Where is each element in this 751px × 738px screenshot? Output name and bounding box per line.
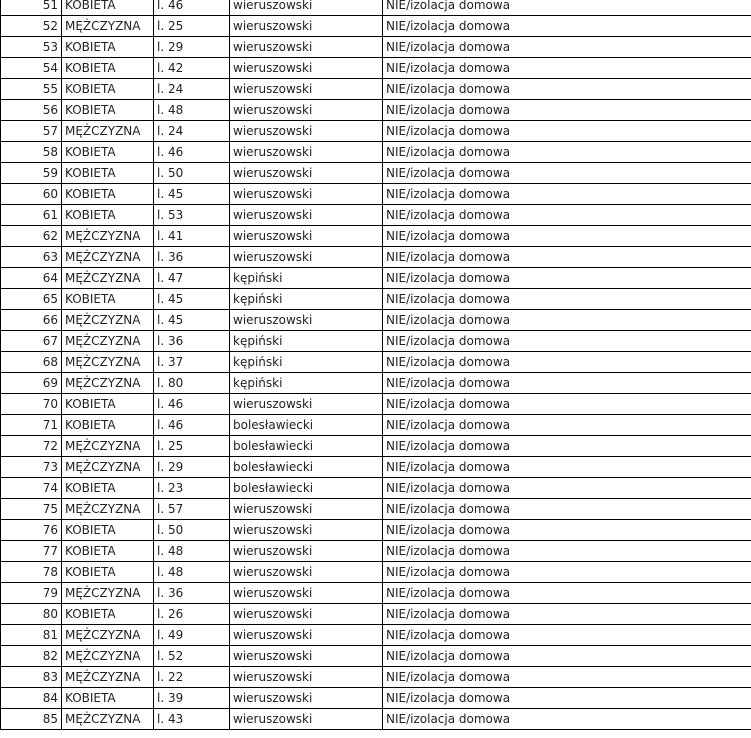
sex-cell: KOBIETA [62, 79, 154, 100]
county-cell: wieruszowski [230, 625, 383, 646]
table-row [1, 373, 751, 394]
case-number-cell: 77 [1, 541, 62, 562]
sex-cell: KOBIETA [62, 562, 154, 583]
sex-cell: KOBIETA [62, 58, 154, 79]
age-cell: l. 39 [154, 688, 230, 709]
hospitalization-status-cell: NIE/izolacja domowa [383, 121, 751, 142]
county-cell: wieruszowski [230, 667, 383, 688]
sex-cell: KOBIETA [62, 37, 154, 58]
hospitalization-status-cell: NIE/izolacja domowa [383, 268, 751, 289]
case-number-cell: 61 [1, 205, 62, 226]
case-number-cell: 56 [1, 100, 62, 121]
county-cell: wieruszowski [230, 709, 383, 730]
hospitalization-status-cell: NIE/izolacja domowa [383, 667, 751, 688]
age-cell: l. 50 [154, 163, 230, 184]
sex-cell: KOBIETA [62, 205, 154, 226]
table-row [1, 331, 751, 352]
age-cell: l. 25 [154, 16, 230, 37]
case-number-cell: 82 [1, 646, 62, 667]
table-row [1, 583, 751, 604]
sex-cell: KOBIETA [62, 100, 154, 121]
age-cell: l. 36 [154, 331, 230, 352]
table-row [1, 709, 751, 730]
county-cell: wieruszowski [230, 562, 383, 583]
sex-cell: MĘŻCZYZNA [62, 709, 154, 730]
table-row [1, 268, 751, 289]
age-cell: l. 45 [154, 310, 230, 331]
table-row [1, 0, 751, 16]
county-cell: wieruszowski [230, 163, 383, 184]
hospitalization-status-cell: NIE/izolacja domowa [383, 688, 751, 709]
hospitalization-status-cell: NIE/izolacja domowa [383, 100, 751, 121]
hospitalization-status-cell: NIE/izolacja domowa [383, 289, 751, 310]
county-cell: kępiński [230, 352, 383, 373]
sex-cell: MĘŻCZYZNA [62, 310, 154, 331]
table-row [1, 184, 751, 205]
case-number-cell: 85 [1, 709, 62, 730]
case-number-cell: 83 [1, 667, 62, 688]
case-number-cell: 67 [1, 331, 62, 352]
sex-cell: KOBIETA [62, 415, 154, 436]
county-cell: wieruszowski [230, 310, 383, 331]
table-row [1, 142, 751, 163]
hospitalization-status-cell: NIE/izolacja domowa [383, 499, 751, 520]
county-cell: bolesławiecki [230, 478, 383, 499]
county-cell: wieruszowski [230, 646, 383, 667]
age-cell: l. 25 [154, 436, 230, 457]
county-cell: wieruszowski [230, 394, 383, 415]
case-number-cell: 74 [1, 478, 62, 499]
age-cell: l. 80 [154, 373, 230, 394]
table-row [1, 457, 751, 478]
age-cell: l. 22 [154, 667, 230, 688]
table-row [1, 688, 751, 709]
age-cell: l. 29 [154, 37, 230, 58]
county-cell: kępiński [230, 268, 383, 289]
case-number-cell: 57 [1, 121, 62, 142]
table-row [1, 415, 751, 436]
case-number-cell: 54 [1, 58, 62, 79]
sex-cell: MĘŻCZYZNA [62, 121, 154, 142]
sex-cell: MĘŻCZYZNA [62, 646, 154, 667]
table-row [1, 499, 751, 520]
sex-cell: MĘŻCZYZNA [62, 667, 154, 688]
county-cell: bolesławiecki [230, 415, 383, 436]
hospitalization-status-cell: NIE/izolacja domowa [383, 457, 751, 478]
age-cell: l. 29 [154, 457, 230, 478]
hospitalization-status-cell: NIE/izolacja domowa [383, 184, 751, 205]
sex-cell: MĘŻCZYZNA [62, 247, 154, 268]
sex-cell: KOBIETA [62, 394, 154, 415]
age-cell: l. 52 [154, 646, 230, 667]
hospitalization-status-cell: NIE/izolacja domowa [383, 163, 751, 184]
hospitalization-status-cell: NIE/izolacja domowa [383, 583, 751, 604]
sex-cell: KOBIETA [62, 184, 154, 205]
hospitalization-status-cell: NIE/izolacja domowa [383, 394, 751, 415]
table-row [1, 163, 751, 184]
age-cell: l. 46 [154, 0, 230, 16]
case-number-cell: 51 [1, 0, 62, 16]
case-number-cell: 66 [1, 310, 62, 331]
case-number-cell: 59 [1, 163, 62, 184]
case-number-cell: 55 [1, 79, 62, 100]
case-number-cell: 70 [1, 394, 62, 415]
county-cell: wieruszowski [230, 58, 383, 79]
sex-cell: KOBIETA [62, 0, 154, 16]
table-row [1, 121, 751, 142]
case-number-cell: 72 [1, 436, 62, 457]
sex-cell: MĘŻCZYZNA [62, 373, 154, 394]
hospitalization-status-cell: NIE/izolacja domowa [383, 373, 751, 394]
case-number-cell: 53 [1, 37, 62, 58]
age-cell: l. 41 [154, 226, 230, 247]
sex-cell: MĘŻCZYZNA [62, 268, 154, 289]
age-cell: l. 57 [154, 499, 230, 520]
county-cell: wieruszowski [230, 247, 383, 268]
case-number-cell: 64 [1, 268, 62, 289]
case-number-cell: 79 [1, 583, 62, 604]
table-row [1, 541, 751, 562]
age-cell: l. 37 [154, 352, 230, 373]
table-row [1, 436, 751, 457]
sex-cell: MĘŻCZYZNA [62, 226, 154, 247]
hospitalization-status-cell: NIE/izolacja domowa [383, 520, 751, 541]
age-cell: l. 43 [154, 709, 230, 730]
sex-cell: KOBIETA [62, 163, 154, 184]
case-number-cell: 80 [1, 604, 62, 625]
hospitalization-status-cell: NIE/izolacja domowa [383, 142, 751, 163]
hospitalization-status-cell: NIE/izolacja domowa [383, 205, 751, 226]
hospitalization-status-cell: NIE/izolacja domowa [383, 541, 751, 562]
table-row [1, 16, 751, 37]
sex-cell: KOBIETA [62, 289, 154, 310]
case-number-cell: 68 [1, 352, 62, 373]
table-row [1, 604, 751, 625]
table-row [1, 226, 751, 247]
age-cell: l. 46 [154, 415, 230, 436]
county-cell: wieruszowski [230, 79, 383, 100]
table-row [1, 625, 751, 646]
table-row [1, 478, 751, 499]
age-cell: l. 24 [154, 121, 230, 142]
table-row [1, 310, 751, 331]
county-cell: bolesławiecki [230, 436, 383, 457]
age-cell: l. 26 [154, 604, 230, 625]
table-row [1, 289, 751, 310]
county-cell: wieruszowski [230, 37, 383, 58]
table-row [1, 205, 751, 226]
sex-cell: MĘŻCZYZNA [62, 457, 154, 478]
age-cell: l. 50 [154, 520, 230, 541]
hospitalization-status-cell: NIE/izolacja domowa [383, 79, 751, 100]
case-number-cell: 78 [1, 562, 62, 583]
county-cell: wieruszowski [230, 0, 383, 16]
sex-cell: MĘŻCZYZNA [62, 583, 154, 604]
hospitalization-status-cell: NIE/izolacja domowa [383, 604, 751, 625]
age-cell: l. 48 [154, 562, 230, 583]
hospitalization-status-cell: NIE/izolacja domowa [383, 58, 751, 79]
sex-cell: KOBIETA [62, 604, 154, 625]
county-cell: wieruszowski [230, 205, 383, 226]
case-number-cell: 84 [1, 688, 62, 709]
county-cell: wieruszowski [230, 16, 383, 37]
age-cell: l. 46 [154, 142, 230, 163]
age-cell: l. 49 [154, 625, 230, 646]
case-number-cell: 65 [1, 289, 62, 310]
age-cell: l. 45 [154, 184, 230, 205]
county-cell: wieruszowski [230, 583, 383, 604]
county-cell: kępiński [230, 331, 383, 352]
age-cell: l. 53 [154, 205, 230, 226]
county-cell: wieruszowski [230, 520, 383, 541]
case-number-cell: 60 [1, 184, 62, 205]
sex-cell: MĘŻCZYZNA [62, 16, 154, 37]
table-row [1, 247, 751, 268]
age-cell: l. 45 [154, 289, 230, 310]
hospitalization-status-cell: NIE/izolacja domowa [383, 415, 751, 436]
sex-cell: MĘŻCZYZNA [62, 625, 154, 646]
age-cell: l. 36 [154, 583, 230, 604]
age-cell: l. 48 [154, 100, 230, 121]
case-number-cell: 63 [1, 247, 62, 268]
sex-cell: MĘŻCZYZNA [62, 331, 154, 352]
age-cell: l. 24 [154, 79, 230, 100]
table-row [1, 58, 751, 79]
hospitalization-status-cell: NIE/izolacja domowa [383, 646, 751, 667]
sex-cell: KOBIETA [62, 478, 154, 499]
hospitalization-status-cell: NIE/izolacja domowa [383, 331, 751, 352]
case-number-cell: 71 [1, 415, 62, 436]
county-cell: wieruszowski [230, 499, 383, 520]
age-cell: l. 46 [154, 394, 230, 415]
county-cell: wieruszowski [230, 604, 383, 625]
table-row [1, 352, 751, 373]
county-cell: wieruszowski [230, 688, 383, 709]
hospitalization-status-cell: NIE/izolacja domowa [383, 226, 751, 247]
table-row [1, 562, 751, 583]
table-row [1, 37, 751, 58]
table-row [1, 394, 751, 415]
age-cell: l. 48 [154, 541, 230, 562]
table-row [1, 100, 751, 121]
hospitalization-status-cell: NIE/izolacja domowa [383, 247, 751, 268]
county-cell: bolesławiecki [230, 457, 383, 478]
county-cell: wieruszowski [230, 100, 383, 121]
hospitalization-status-cell: NIE/izolacja domowa [383, 562, 751, 583]
hospitalization-status-cell: NIE/izolacja domowa [383, 625, 751, 646]
cases-table-body [1, 0, 751, 730]
hospitalization-status-cell: NIE/izolacja domowa [383, 16, 751, 37]
hospitalization-status-cell: NIE/izolacja domowa [383, 0, 751, 16]
hospitalization-status-cell: NIE/izolacja domowa [383, 352, 751, 373]
table-row [1, 79, 751, 100]
sex-cell: KOBIETA [62, 541, 154, 562]
table-row [1, 520, 751, 541]
hospitalization-status-cell: NIE/izolacja domowa [383, 436, 751, 457]
hospitalization-status-cell: NIE/izolacja domowa [383, 709, 751, 730]
table-row [1, 667, 751, 688]
case-number-cell: 69 [1, 373, 62, 394]
county-cell: wieruszowski [230, 121, 383, 142]
county-cell: wieruszowski [230, 226, 383, 247]
sex-cell: KOBIETA [62, 520, 154, 541]
hospitalization-status-cell: NIE/izolacja domowa [383, 37, 751, 58]
sex-cell: MĘŻCZYZNA [62, 499, 154, 520]
county-cell: wieruszowski [230, 541, 383, 562]
age-cell: l. 36 [154, 247, 230, 268]
hospitalization-status-cell: NIE/izolacja domowa [383, 310, 751, 331]
age-cell: l. 23 [154, 478, 230, 499]
case-number-cell: 58 [1, 142, 62, 163]
case-number-cell: 73 [1, 457, 62, 478]
case-number-cell: 81 [1, 625, 62, 646]
sex-cell: MĘŻCZYZNA [62, 352, 154, 373]
sex-cell: KOBIETA [62, 688, 154, 709]
hospitalization-status-cell: NIE/izolacja domowa [383, 478, 751, 499]
sex-cell: KOBIETA [62, 142, 154, 163]
case-number-cell: 76 [1, 520, 62, 541]
case-number-cell: 75 [1, 499, 62, 520]
county-cell: wieruszowski [230, 184, 383, 205]
case-number-cell: 52 [1, 16, 62, 37]
county-cell: kępiński [230, 289, 383, 310]
age-cell: l. 47 [154, 268, 230, 289]
county-cell: wieruszowski [230, 142, 383, 163]
table-row [1, 646, 751, 667]
county-cell: kępiński [230, 373, 383, 394]
age-cell: l. 42 [154, 58, 230, 79]
case-number-cell: 62 [1, 226, 62, 247]
sex-cell: MĘŻCZYZNA [62, 436, 154, 457]
